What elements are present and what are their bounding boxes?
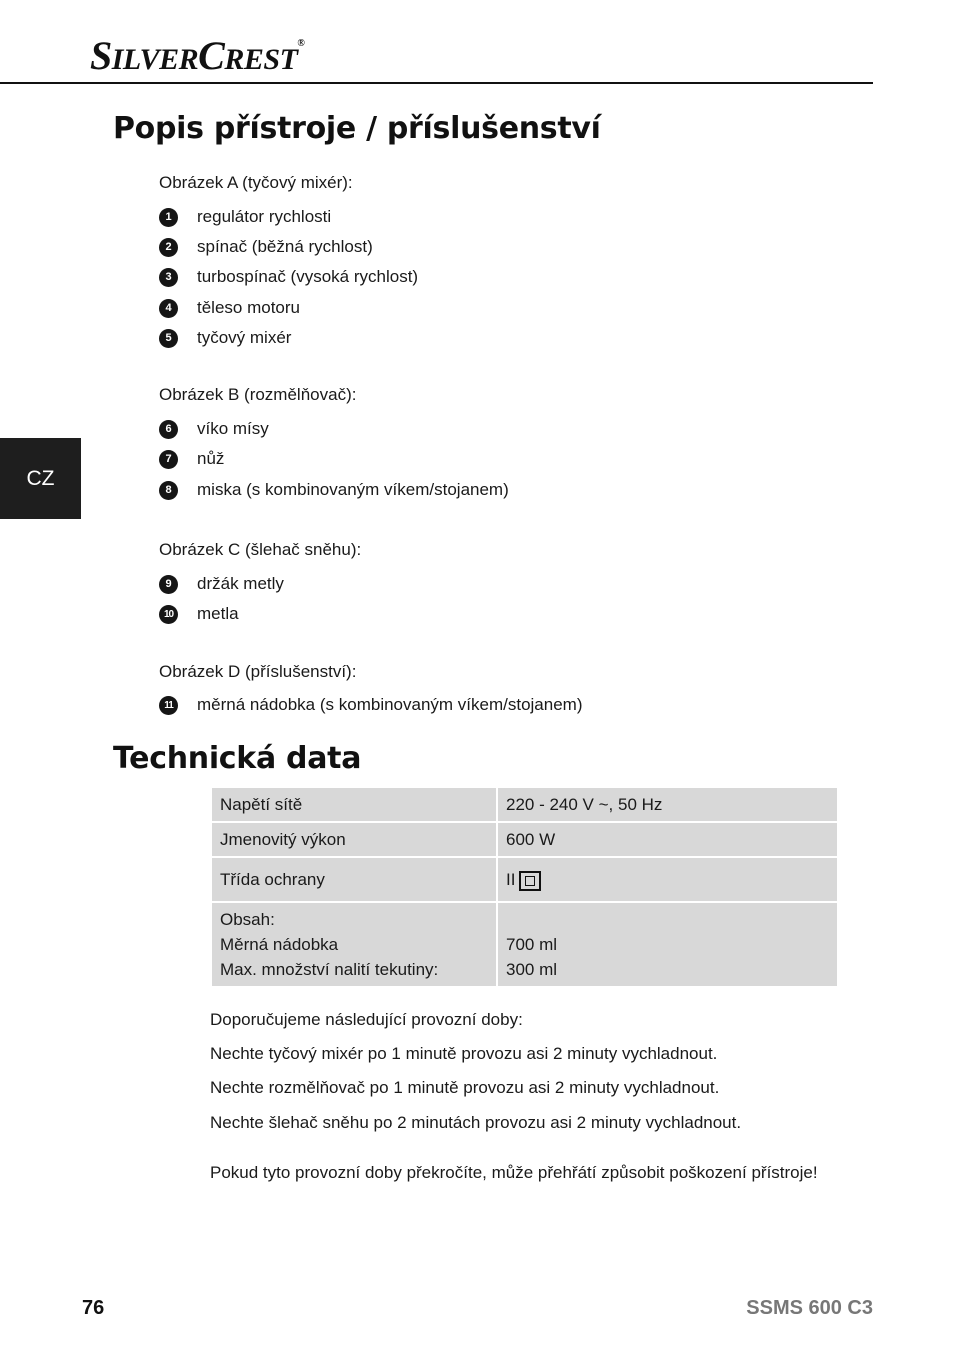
table-row xyxy=(212,788,837,821)
group-title: Obrázek A (tyčový mixér): xyxy=(159,173,353,192)
cell-line: Obsah: xyxy=(220,910,275,929)
list-item xyxy=(159,328,291,348)
table-row xyxy=(212,858,837,901)
item-label: metla xyxy=(197,604,239,623)
header-divider xyxy=(0,82,873,84)
paragraph: Nechte šlehač sněhu po 2 minutách provozu asi 2 minuty vychladnout. xyxy=(210,1113,742,1132)
group-title: Obrázek B (rozmělňovač): xyxy=(159,385,357,404)
warning-paragraph: Pokud tyto provozní doby překročíte, může přehřátí způsobit poškození přístroje! xyxy=(210,1163,818,1182)
item-label: nůž xyxy=(197,449,225,468)
list-item xyxy=(159,298,300,318)
logo-letter: C xyxy=(198,33,225,78)
paragraph: Nechte rozmělňovač po 1 minutě provozu asi 2 minuty vychladnout. xyxy=(210,1078,720,1097)
table-cell xyxy=(498,903,837,986)
number-badge: 9 xyxy=(159,575,178,594)
item-label: spínač (běžná rychlost) xyxy=(197,237,373,256)
cell-line: 700 ml xyxy=(506,935,558,954)
list-item xyxy=(159,604,239,624)
cell-line: Měrná nádobka xyxy=(220,935,339,954)
number-badge: 2 xyxy=(159,238,178,257)
list-item xyxy=(159,267,418,287)
list-item xyxy=(159,419,269,439)
number-badge: 8 xyxy=(159,481,178,500)
cell-line-empty xyxy=(506,907,829,932)
cell-line: 300 ml xyxy=(506,960,558,979)
number-badge: 6 xyxy=(159,420,178,439)
protection-class-icon xyxy=(519,871,541,891)
number-badge: 7 xyxy=(159,450,178,469)
number-badge: 1 xyxy=(159,208,178,227)
registered-mark: ® xyxy=(297,38,305,49)
technical-data-table xyxy=(210,786,839,988)
table-row xyxy=(212,823,837,856)
item-label: tyčový mixér xyxy=(197,328,292,347)
item-label: víko mísy xyxy=(197,419,269,438)
item-label: těleso motoru xyxy=(197,298,300,317)
protection-class-value: II xyxy=(506,870,516,889)
table-cell: Jmenovitý výkon xyxy=(212,823,496,856)
list-item xyxy=(159,574,284,594)
logo-text: ILVER xyxy=(111,43,199,76)
number-badge: 4 xyxy=(159,299,178,318)
number-badge: 11 xyxy=(159,696,178,715)
list-item xyxy=(159,449,224,469)
model-number: SSMS 600 C3 xyxy=(746,1297,873,1319)
item-label: držák metly xyxy=(197,574,284,593)
item-label: miska (s kombinovaným víkem/stojanem) xyxy=(197,480,509,499)
group-title: Obrázek C (šlehač sněhu): xyxy=(159,540,362,559)
paragraph: Nechte tyčový mixér po 1 minutě provozu asi 2 minuty vychladnout. xyxy=(210,1044,718,1063)
list-item xyxy=(159,480,509,500)
table-cell: 220 - 240 V ~, 50 Hz xyxy=(498,788,837,821)
logo-text: REST xyxy=(224,43,298,76)
section-title-technical-data: Technická data xyxy=(113,741,362,776)
section-title-description: Popis přístroje / příslušenství xyxy=(113,111,601,146)
item-label: měrná nádobka (s kombinovaným víkem/stojanem) xyxy=(197,695,583,714)
language-tab: CZ xyxy=(0,438,81,519)
list-item xyxy=(159,207,331,227)
table-cell: Třída ochrany xyxy=(212,858,496,901)
brand-logo xyxy=(90,32,304,79)
number-badge: 3 xyxy=(159,268,178,287)
table-cell: 600 W xyxy=(498,823,837,856)
paragraph: Doporučujeme následující provozní doby: xyxy=(210,1010,523,1029)
number-badge: 10 xyxy=(159,605,178,624)
number-badge: 5 xyxy=(159,329,178,348)
list-item xyxy=(159,695,583,715)
page-number: 76 xyxy=(82,1297,105,1319)
logo-letter: S xyxy=(90,33,112,78)
table-cell xyxy=(498,858,837,901)
table-row xyxy=(212,903,837,986)
table-cell xyxy=(212,903,496,986)
item-label: regulátor rychlosti xyxy=(197,207,332,226)
cell-line: Max. množství nalití tekutiny: xyxy=(220,960,439,979)
table-cell: Napětí sítě xyxy=(212,788,496,821)
group-title: Obrázek D (příslušenství): xyxy=(159,662,357,681)
list-item xyxy=(159,237,373,257)
item-label: turbospínač (vysoká rychlost) xyxy=(197,267,419,286)
